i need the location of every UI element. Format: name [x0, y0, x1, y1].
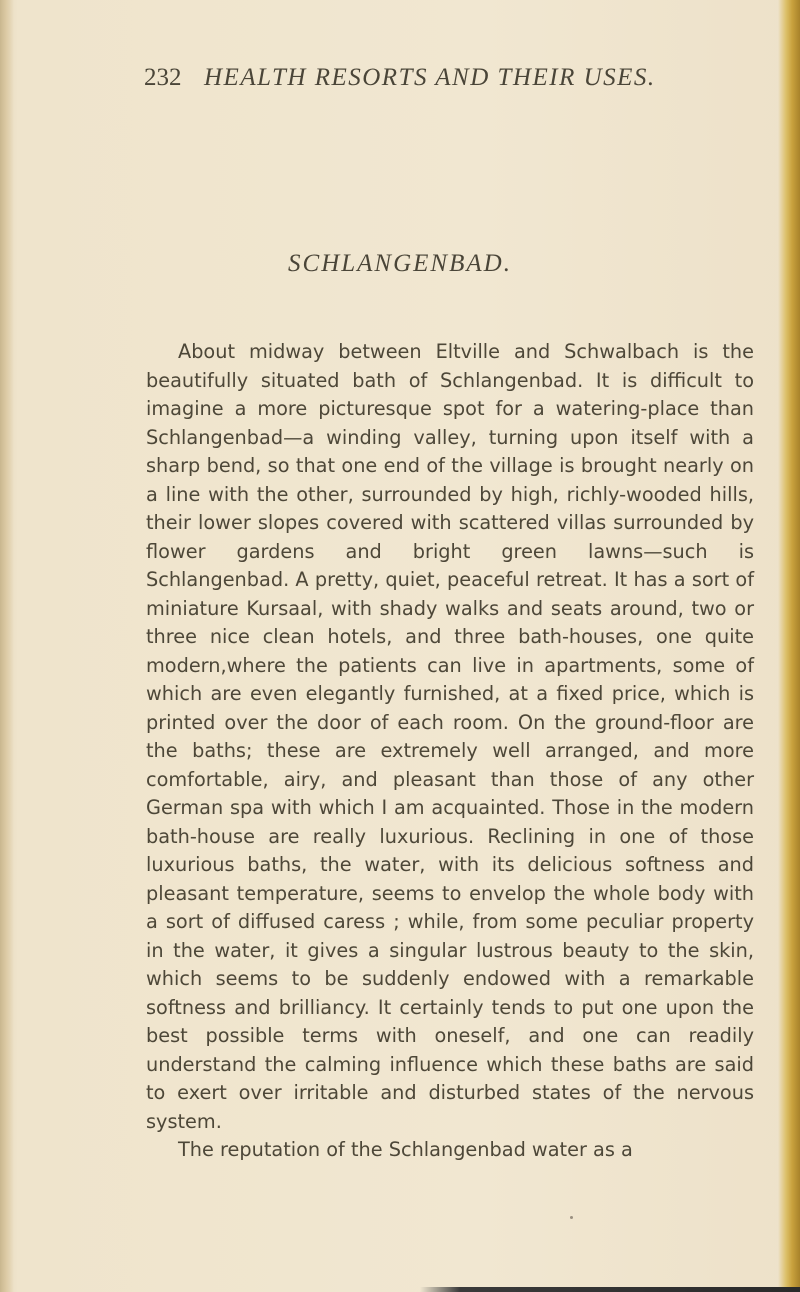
- page-bottom-shadow: [420, 1287, 800, 1292]
- page-gilt-edge: [778, 0, 800, 1292]
- body-text: [146, 338, 754, 1165]
- paragraph-1: About midway between Eltville and Schwalbach is the beautifully situated bath of Schlangenbad. It is difficult to imagine a more picturesque spot for a watering-place than Schlangenbad—a winding valley, turning upon itself with a sharp bend, so that one end of the village is brought nearly on a line with the other, surrounded by high, richly-wooded hills, their lower slopes covered with scattered villas surrounded by flower gardens and bright green lawns—such is Schlangenbad. A pretty, quiet, peaceful retreat. It has a sort of miniature Kursaal, with shady walks and seats around, two or three nice clean hotels, and three bath-houses, one quite modern,where the patients can live in apartments, some of which are even elegantly furnished, at a fixed price, which is printed over the door of each room. On the ground-floor are the baths; these are extremely well arranged, and more comfortable, airy, and pleasant than those of any other German spa with which I am acquainted. Those in the modern bath-house are really luxurious. Reclining in one of those luxurious baths, the water, with its delicious softness and pleasant temperature, seems to envelop the whole body with a sort of diffused caress ; while, from some peculiar property in the water, it gives a singular lustrous beauty to the skin, which seems to be suddenly endowed with a remarkable softness and brilliancy. It certainly tends to put one upon the best possible terms with oneself, and one can readily understand the calming influence which these baths are said to exert over irritable and disturbed states of the nervous system.: [146, 340, 754, 1133]
- paragraph-2: The reputation of the Schlangenbad water as a: [178, 1138, 633, 1161]
- page-number: 232: [144, 64, 182, 91]
- section-title: SCHLANGENBAD.: [288, 250, 512, 277]
- ink-speck: [570, 1216, 573, 1219]
- running-title: HEALTH RESORTS AND THEIR USES.: [204, 64, 656, 91]
- page-gutter-shadow: [0, 0, 14, 1292]
- running-head: [144, 64, 764, 100]
